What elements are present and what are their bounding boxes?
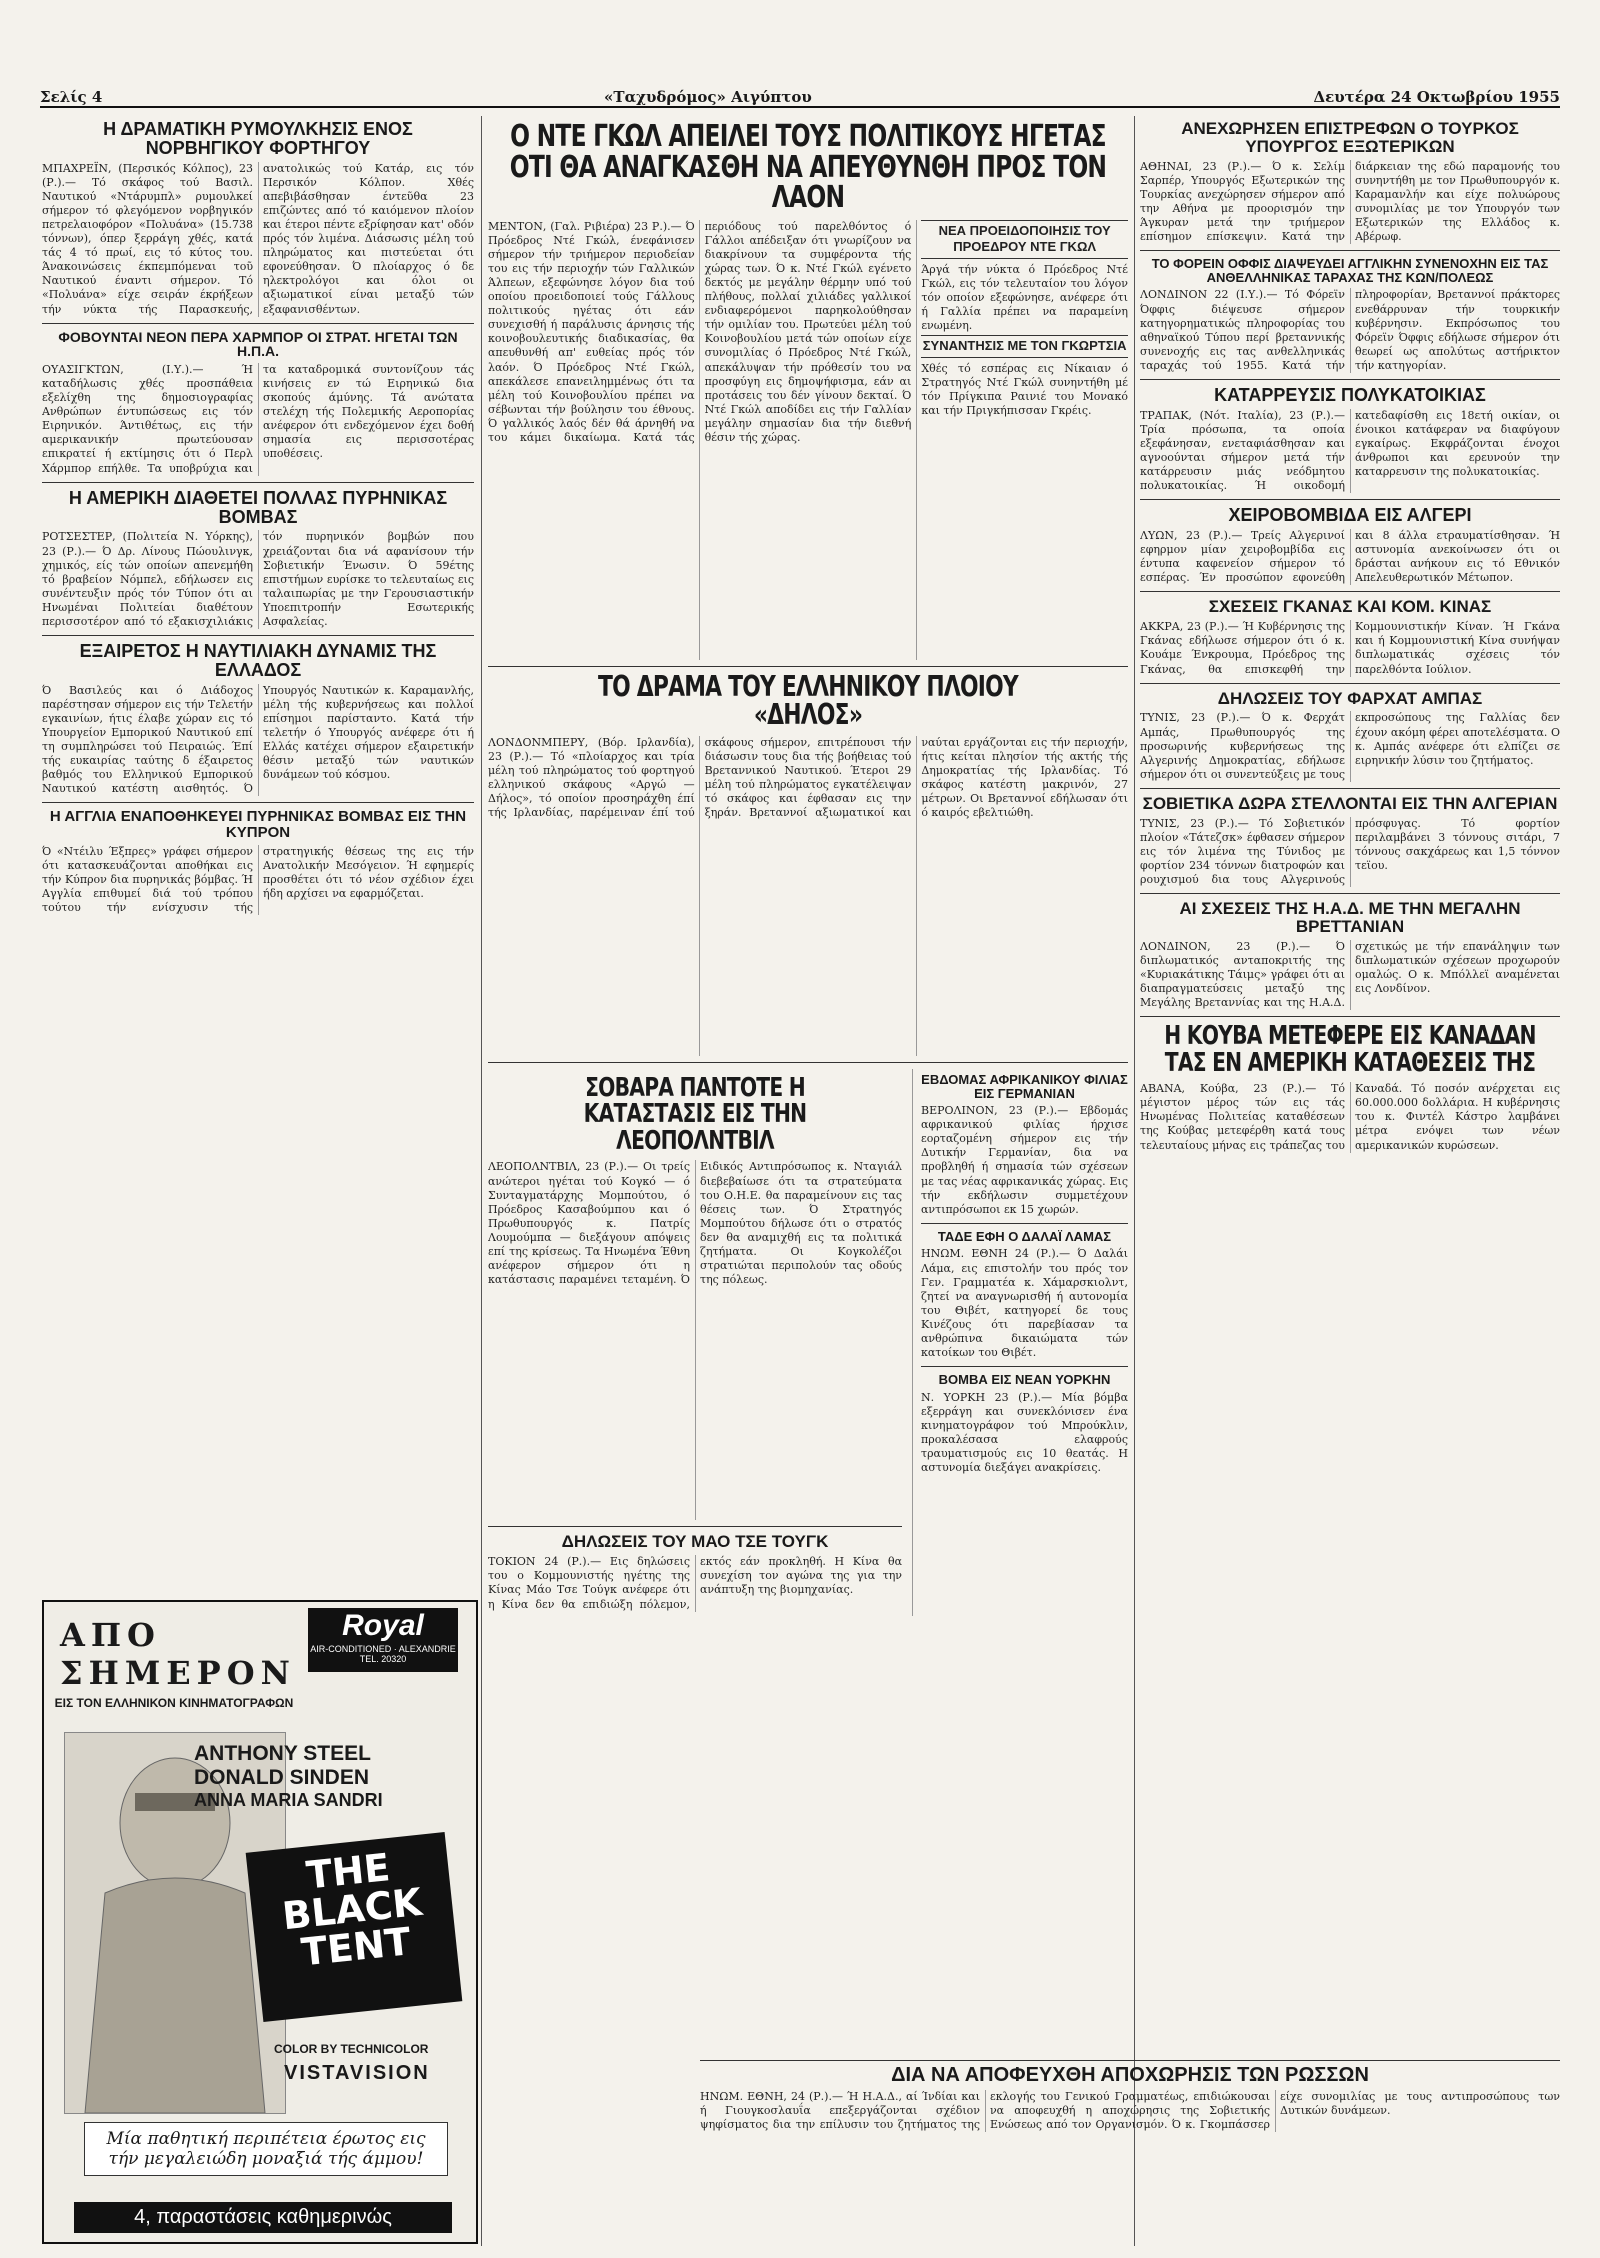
- headline-pearl-harbor: ΦΟΒΟΥΝΤΑΙ ΝΕΟΝ ΠΕΡΑ ΧΑΡΜΠΟΡ ΟΙ ΣΤΡΑΤ. ΗΓΕΤΑΙ ΤΩΝ Η.Π.Α.: [58, 328, 458, 360]
- headline-abbas: ΔΗΛΩΣΕΙΣ ΤΟΥ ΦΑΡΧΑΤ ΑΜΠΑΣ: [1217, 688, 1483, 708]
- column-right: [1140, 116, 1560, 2056]
- article-de-gaulle-p1: ΜΕΝΤΟΝ, (Γαλ. Ριβιέρα) 23 Ρ.).— Ό Πρόεδρος Ντέ Γκώλ, ένεφάνισεν σήμερον τήν τριήμερον περιοδείαν του εις τήν περιοχήν τών Γαλλικών Άλπεων, εξεφώνησε λόγον δια τού οποίου προειδοποιεί τούς Γάλλους πολιτικούς ηγέτας ότι εάν συνεχισθή ή παράλυσις άρνησις τής κοινοβουλευτικής διαδικασίας, θα απευθυνθή απ' ευθείας πρός τόν λαόν. Ό Πρόεδρος Ντέ Γκώλ, απεκάλεσε επανειλημμένως ότι τα μέλη τού Κοινοβουλίου πρέπει να σέβωνται τήν βούλησιν του έθνους. Ό γαλλικός λαός δέν θά άρνηθή να του κάμει δικαίωμα. Κατά τάς περιόδους τού παρελθόντος ό Γάλλοι απέδειξαν ότι γνωρίζουν να διακρίνουν τα συμφέροντα τής χώρας των. Ό κ. Ντέ Γκώλ εγένετο δεκτός με μεγάλην θέρμην υπό τού πλήθους, πολλαί χιλιάδες γαλλικοί ενδιαφερόμενοι παρηκολούθησαν τήν ομιλίαν του.: [488, 219, 912, 444]
- headline-russians: ΔΙΑ ΝΑ ΑΠΟΦΕΥΧΘΗ ΑΠΟΧΩΡΗΣΙΣ ΤΩΝ ΡΩΣΣΩΝ: [891, 2064, 1369, 2086]
- article-uar-britain: ΛΟΝΔΙΝΟΝ, 23 (Ρ.).— Ό διπλωματικός ανταποκριτής της «Κυριακάτικης Τάιμς» γράφει ότι αι διαπραγματεύσεις μεταξύ της Μεγάλης Βρεταννίας και της Η.Α.Δ. σχετικώς με τήν επανάληψιν των διπλωματικών σχέσεων προχωρούν ομαλώς. Ο κ. Μπόλλεϊ αναμένεται εις Λονδίνον.: [1140, 939, 1560, 1010]
- cast-2: DONALD SINDEN: [194, 1766, 370, 1790]
- cast-3: ANNA MARIA SANDRI: [194, 1790, 383, 1811]
- article-greek-shipping: Ό Βασιλεύς και ό Διάδοχος παρέστησαν σήμερον εις τήν Τελετήν εγκαινίων, ήτις έλαβε χώραν εις τό Υπουργείον Εμπορικού Ναυτικού επί τη συμπληρώσει τού Πειραιώς. Έπί τής ευκαιρίας ταύτης δ έξαιρετος βαθμός του Ελληνικού Εμπορικού Ναυτικού κατέστη αισθητός. Ό Υπουργός Ναυτικών κ. Καραμανλής, μέλη τής κυβερνήσεως και πολλοί επίσημοι παρίσταντο. Κατά τήν τελετήν ό Υπουργός ανέφερε ότι ή Ελλάς κατέχει σήμερον εξαιρετικήν θέσιν μεταξύ τών ναυτικών δυνάμεων τού κόσμου.: [42, 683, 474, 796]
- article-ny-bomb: Ν. ΥΟΡΚΗ 23 (Ρ.).— Μία βόμβα εξερράγη και συνεκλόνισεν ένα κινηματογράφον τού Μπρούκλιν, προκαλέσασα ελαφρούς τραυματισμούς εις 10 θεατάς. Η αστυνομία διεξάγει ανακρίσεις.: [921, 1390, 1128, 1475]
- article-soviet-gifts: ΤΥΝΙΣ, 23 (Ρ.).— Τό Σοβιετικόν πλοίον «Τάτεζσκ» έφθασεν σήμερον εις τόν λιμένα της Τύνιδος με φορτίον 234 τόννων διατροφών και ρουχισμού δια τους Αλγερινούς πρόσφυγας. Τό φορτίον περιλαμβάνει 3 τόννους σιτάρι, 7 τόννους σακχάρεως και 1,5 τόννον τεϊου.: [1140, 816, 1560, 887]
- cinema-address: AIR-CONDITIONED · ALEXANDRIE TEL. 20320: [310, 1644, 456, 1664]
- headline-cyprus-bombs: Η ΑΓΓΛΙΑ ΕΝΑΠΟΘΗΚΕΥΕΙ ΠΥΡΗΝΙΚΑΣ ΒΟΜΒΑΣ ΕΙΣ ΤΗΝ ΚΥΠΡΟΝ: [49, 808, 467, 842]
- column-center: [488, 116, 1128, 2216]
- headline-ny-bomb: ΒΟΜΒΑ ΕΙΣ ΝΕΑΝ ΥΟΡΚΗΝ: [938, 1372, 1111, 1388]
- film-technicolor: COLOR BY TECHNICOLOR: [274, 2042, 429, 2056]
- article-pearl-harbor: ΟΥΑΣΙΓΚΤΩΝ, (Ι.Υ.).— Ή καταδήλωσις χθές προσπάθεια εξελίχθη της δημοσιογραφίας Ανθρώπων έντυπώσεως εις τόν Ειρηνικόν. Άντιθέτως, εις τήν αμερικανικήν πρωτεύουσαν επικρατεί ή εκτίμησις ότι ό Περλ Χάρμπορ επήλθε. Τα υποβρύχια και τα καταδρομικά συντονίζουν τάς κινήσεις εν τώ Ειρηνικώ δια σκοπούς άμύνης. Τά ανώτατα στελέχη τής Πολεμικής Αεροπορίας ανέφερον ότι ενδεχόμενον έχει δοθή σημασία εις περισσοτέρας υποθέσεις.: [42, 363, 474, 475]
- headline-ghana-china: ΣΧΕΣΕΙΣ ΓΚΑΝΑΣ ΚΑΙ ΚΟΜ. ΚΙΝΑΣ: [1208, 597, 1492, 617]
- headline-turkish-minister: ΑΝΕΧΩΡΗΣΕΝ ΕΠΙΣΤΡΕΦΩΝ Ο ΤΟΥΡΚΟΣ ΥΠΟΥΡΓΟΣ ΕΞΩΤΕΡΙΚΩΝ: [1181, 119, 1519, 156]
- column-left: [42, 116, 474, 1591]
- subhead-warning: ΝΕΑ ΠΡΟΕΙΔΟΠΟΙΗΣΙΣ ΤΟΥ ΠΡΟΕΔΡΟΥ ΝΤΕ ΓΚΩΛ: [921, 220, 1128, 259]
- cinema-advertisement: [42, 1600, 478, 2244]
- article-russians: ΗΝΩΜ. ΕΘΝΗ, 24 (Ρ.).— Ή Η.Α.Δ., αί Ίνδίαι και ή Γιουγκοσλαυΐα επεξεργάζονται σχέδιον ψηφίσματος δια την επίλυσιν του ζητήματος της εκλογής του Γενικού Γραμματέως, επιδιώκουσαι να αποφευχθή η αποχώρησις της Σοβιετικής Ενώσεως από τον Οργανισμόν. Ό κ. Γκομπάσσερ είχε συνομιλίας με τους αντιπροσώπους των Δυτικών δυνάμεων.: [700, 2090, 1560, 2132]
- ad-subtitle: ΕΙΣ ΤΟΝ ΕΛΛΗΝΙΚΟΝ ΚΙΝΗΜΑΤΟΓΡΑΦΩΝ: [54, 1696, 294, 1710]
- column-rule: [1134, 116, 1135, 2246]
- headline-tow: Η ΔΡΑΜΑΤΙΚΗ ΡΥΜΟΥΛΚΗΣΙΣ ΕΝΟΣ ΝΟΡΒΗΓΙΚΟΥ ΦΟΡΤΗΓΟΥ: [103, 119, 413, 158]
- headline-nuclear-bombs: Η ΑΜΕΡΙΚΗ ΔΙΑΘΕΤΕΙ ΠΟΛΛΑΣ ΠΥΡΗΝΙΚΑΣ ΒΟΜΒΑΣ: [68, 487, 448, 527]
- masthead: [40, 84, 1560, 108]
- headline-foreign-office: ΤΟ ΦΟΡΕΙΝ ΟΦΦΙΣ ΔΙΑΨΕΥΔΕΙ ΑΓΓΛΙΚΗΝ ΣΥΝΕΝΟΧΗΝ ΕΙΣ ΤΑΣ ΑΝΘΕΛΛΗΝΙΚΑΣ ΤΑΡΑΧΑΣ ΤΗΣ ΚΩΝ/ΠΟΛΕΩΣ: [1151, 256, 1549, 285]
- film-tagline: Μία παθητική περιπέτεια έρωτος εις τήν μεγαλειώδη μοναξιά τής άμμου!: [84, 2122, 448, 2176]
- film-vistavision: VISTAVISION: [284, 2062, 430, 2084]
- article-abbas: ΤΥΝΙΣ, 23 (Ρ.).— Ό κ. Φερχάτ Αμπάς, Πρωθυπουργός της προσωρινής κυβερνήσεως της Αλγερινής Δημοκρατίας, εδήλωσε σήμερον ότι οι συνεντεύξεις με τους εκπροσώπους της Γαλλίας δεν έχουν ακόμη φέρει αποτελέσματα. Ο κ. Αμπάς ανέφερε ότι ελπίζει σε ειρηνικήν λύσιν του ζητήματος.: [1140, 711, 1560, 781]
- article-de-gaulle: [488, 220, 1128, 660]
- headline-delos: ΤΟ ΔΡΑΜΑ ΤΟΥ ΕΛΛΗΝΙΚΟΥ ΠΛΟΙΟΥ «ΔΗΛΟΣ»: [598, 669, 1018, 732]
- subhead-meeting: ΣΥΝΑΝΤΗΣΙΣ ΜΕ ΤΟΝ ΓΚΩΡΤΣΙΑ: [921, 335, 1128, 358]
- film-cast: [194, 1742, 464, 1811]
- headline-grenade: ΧΕΙΡΟΒΟΜΒΙΔΑ ΕΙΣ ΑΛΓΕΡΙ: [1228, 505, 1472, 526]
- article-collapse: ΤΡΑΠΑΚ, (Νότ. Ιταλία), 23 (Ρ.).— Τρία πρόσωπα, τα οποία εξεφάνησαν, ενεταφιάσθησαν και αγνοούνται σήμερον μετά τήν κατάρρευσιν μιάς νεόδμητου πολυκατοικίας. Ή οικοδομή κατεδαφίσθη εις 18ετή οικίαν, οι ένοικοι κατάφεραν να διαφύγουν εγκαίρως. Εκφράζονται ένοχοι άνθρωποι και ερευνούν την καταρρευσιν της πολυκατοικίας.: [1140, 408, 1560, 493]
- headline-soviet-gifts: ΣΟΒΙΕΤΙΚΑ ΔΩΡΑ ΣΤΕΛΛΟΝΤΑΙ ΕΙΣ ΤΗΝ ΑΛΓΕΡΙΑΝ: [1142, 793, 1558, 813]
- headline-dalai-lama: ΤΑΔΕ ΕΦΗ Ο ΔΑΛΑΪ ΛΑΜΑΣ: [937, 1228, 1112, 1244]
- cast-1: ANTHONY STEEL: [194, 1742, 371, 1765]
- article-leopoldville: ΛΕΟΠΟΛΝΤΒΙΛ, 23 (Ρ.).— Οι τρείς ανώτεροι ηγέται τού Κογκό — ό Συνταγματάρχης Μομπούτου, ό Πρόεδρος Κασαβούμπου και ό Πρωθυπουργός κ. Πατρίς Λουμούμπα — διεξάγουν απόψεις επί της κρίσεως. Τα Ηνωμένα Έθνη ανέφερον σήμερον ότι η κατάστασις παραμένει τεταμένη. Ό Ειδικός Αντιπρόσωπος κ. Νταγιάλ διεβεβαίωσε ότι τα στρατεύματα του Ο.Η.Ε. θα παραμείνουν εις τας θέσεις των. Ό Στρατηγός Μομπούτου δήλωσε ότι ο στρατός δεν θα αναμιχθή εις τα πολιτικά ζητήματα. Οι Κογκολέζοι στρατιώται περιπολούν τας οδούς της πόλεως.: [488, 1160, 902, 1287]
- article-warning: Άργά τήν νύκτα ό Πρόεδρος Ντέ Γκώλ, εις τόν τελευταίον του λόγον τόν οποίον εξεφώνησε, ανέφερε ότι ή Γαλλία πρέπει να παραμείνη ενωμένη.: [921, 263, 1128, 333]
- page-number: Σελίς 4: [40, 88, 103, 106]
- film-title: THE BLACK TENT: [246, 1832, 463, 2022]
- headline-collapse: ΚΑΤΑΡΡΕΥΣΙΣ ΠΟΛΥΚΑΤΟΙΚΙΑΣ: [1214, 384, 1486, 405]
- article-cyprus-bombs: Ό «Ντέιλυ Έξπρες» γράφει σήμερον ότι κατασκευάζονται αποθήκαι εις τήν Κύπρον δια πυρηνικάς βόμβας. Ή Αγγλία επιθυμεί διά τού τρόπου τούτου τήν ενίσχυσιν τής στρατηγικής θέσεως της εις τήν Ανατολικήν Μεσόγειον. Ή εφημερίς προσθέτει ότι τό νέον σχέδιον έχει ήδη αρχίσει να εφαρμόζεται.: [42, 844, 474, 915]
- article-de-gaulle-p2: Πρωτεύει μέλη τού Κοινοβουλίου μετά τών οποίων είχε συνομιλίας ό Πρόεδρος Ντέ Γκώλ, απεκάλυψαν τήν πρόθεσίν του να προσφύγη εις δημοψήφισμα, εάν αι προτάσεις του δέν γίνουν δεκταί. Ό Ντέ Γκώλ αποδίδει εις τήν Γαλλίαν μεγάλην σημασίαν δια τήν διεθνή θέσιν τής χώρας.: [704, 318, 912, 444]
- bottom-story: [700, 2060, 1560, 2241]
- article-foreign-office: ΛΟΝΔΙΝΟΝ 22 (Ι.Υ.).— Τό Φόρεϊν Όφφις διέψευσε σήμερον κατηγορηματικώς πληροφορίας του αθηναϊκού Τύπου περί βρεταννικής συνενοχής εις τας ανθελληνικάς ταραχάς τού 1955. Κατά τήν πληροφορίαν, Βρεταννοί πράκτορες ενεθάρρυναν τήν τουρκικήν κυβέρνησιν. Εκπρόσωπος του Φόρεϊν Όφφις εδήλωσε σήμερον ότι θεωρεί ως απολύτως αστήρικτον τήν κατηγορίαν.: [1140, 288, 1560, 372]
- headline-de-gaulle: Ο ΝΤΕ ΓΚΩΛ ΑΠΕΙΛΕΙ ΤΟΥΣ ΠΟΛΙΤΙΚΟΥΣ ΗΓΕΤΑΣ ΟΤΙ ΘΑ ΑΝΑΓΚΑΣΘΗ ΝΑ ΑΠΕΥΘΥΝΘΗ ΠΡΟΣ ΤΟΝ ΛΑΟΝ: [509, 119, 1107, 216]
- article-nuclear-bombs: ΡΟΤΣΕΣΤΕΡ, (Πολιτεία Ν. Υόρκης), 23 (Ρ.).— Ό Δρ. Λίνους Πώουλινγκ, χημικός, είς τών οποίων απενεμήθη τό βραβείον Νόμπελ, εδήλωσεν εις συνέντευξιν πρός τόν Τύπον ότι αι Ηνωμέναι Πολιτείαι διαθέτουν περισσοτέρον από τό εξακισχιλιάκις τόν πυρηνικόν βομβών που χρειάζονται δια νά αφανίσουν τήν Σοβιετικήν Ένωσιν. Ό 59έτης επιστήμων ευρίσκε το τελευταίως εις ταλαιπωρίας με την Γερουσιαστικήν Υποεπιτροπήν Εσωτερικής Ασφαλείας.: [42, 530, 474, 628]
- article-mao: ΤΟΚΙΟΝ 24 (Ρ.).— Εις δηλώσεις του ο Κομμουνιστής ηγέτης της Κίνας Μάο Τσε Τούγκ ανέφερε ότι η Κίνα δεν θα επιδιώξη πόλεμον, εκτός εάν προκληθή. Η Κίνα θα συνεχίση τον αγώνα της για την ανάπτυξη της βιομηχανίας.: [488, 1555, 902, 1611]
- issue-date: Δευτέρα 24 Οκτωβρίου 1955: [1313, 88, 1560, 106]
- newspaper-name: «Ταχυδρόμος» Αιγύπτου: [604, 88, 812, 106]
- headline-greek-shipping: ΕΞΑΙΡΕΤΟΣ Η ΝΑΥΤΙΛΙΑΚΗ ΔΥΝΑΜΙΣ ΤΗΣ ΕΛΛΑΔΟΣ: [79, 640, 437, 680]
- ad-title: ΑΠΟ ΣΗΜΕΡΟΝ: [60, 1616, 296, 1692]
- cinema-logo: [308, 1608, 458, 1672]
- headline-leopoldville: ΣΟΒΑΡΑ ΠΑΝΤΟΤΕ Η ΚΑΤΑΣΤΑΣΙΣ ΕΙΣ ΤΗΝ ΛΕΟΠΟΛΝΤΒΙΛ: [583, 1072, 807, 1156]
- headline-cuba-canada: Η ΚΟΥΒΑ ΜΕΤΕΦΕΡΕ ΕΙΣ ΚΑΝΑΔΑΝ ΤΑΣ ΕΝ ΑΜΕΡΙΚΗ ΚΑΤΑΘΕΣΕΙΣ ΤΗΣ: [1164, 1021, 1536, 1078]
- headline-african-week: ΕΒΔΟΜΑΣ ΑΦΡΙΚΑΝΙΚΟΥ ΦΙΛΙΑΣ ΕΙΣ ΓΕΡΜΑΝΙΑΝ: [921, 1071, 1128, 1101]
- article-african-week: ΒΕΡΟΛΙΝΟΝ, 23 (Ρ.).— Εβδομάς αφρικανικού φιλίας ήρχισε εορταζομένη σήμερον εις τήν Δυτικήν Γερμανίαν, δια να προβληθή ή σημασία τών σχέσεων με τας νέας αφρικανικάς χώρας. Εις τήν εκδήλωσιν συμμετέχουν αντιπρόσωποι εκ 15 χωρών.: [921, 1104, 1128, 1216]
- headline-uar-britain: ΑΙ ΣΧΕΣΕΙΣ ΤΗΣ Η.Α.Δ. ΜΕ ΤΗΝ ΜΕΓΑΛΗΝ ΒΡΕΤΤΑΝΙΑΝ: [1179, 899, 1521, 936]
- article-tow: ΜΠΑΧΡΕΪΝ, (Περσικός Κόλπος), 23 (Ρ.).— Τό σκάφος τού Βασιλ. Ναυτικού «Ντάρυμπλ» ρυμουλκεί σήμερον τό φλεγόμενον νορβηγικόν πετρελαιοφόρον «Πολυάνα» (15.738 τόννων), όπερ ξερράγη χθές, κατά τάς 4 τό πρωί, εις τό κύτος του. Άνακοινώσεις έκπεμπόμεναι τοῦ Ναυτικού έναντι σήμερον. Τό «Πολυάνα» είχε σειράν έκρήξεων τήν νύκτα τής Παρασκευής, ανατολικώς τού Κατάρ, εις τόν Περσικόν Κόλπον. Χθές απεβιβάσθησαν έντεῦθα 23 επιζώντες από τό καιόμενον πλοίον και έτεροι πέντε εξρίφησαν κατ' οδόν πρός τόν λιμένα. Διάσωσις μέλη τού πληρώματος και πιστεύεται ότι εφονεύθησαν. Ό πλοίαρχος ό δε ηλεκτρολόγοι και όλοι οι αξιωματικοί είναι μεταξύ τών εξαφανισθέντων.: [42, 161, 474, 316]
- article-ghana-china: ΑΚΚΡΑ, 23 (Ρ.).— Ή Κυβέρνησις της Γκάνας εδήλωσε σήμερον ότι ό κ. Κουάμε Ένκρουμα, Πρόεδρος της Γκάνας, θα επισκεφθή την Κομμουνιστικήν Κίναν. Ή Γκάνα και ή Κομμουνιστική Κίνα συνήψαν διπλωματικάς σχέσεις τόν παρελθόντα Ιούλιον.: [1140, 620, 1560, 676]
- article-cuba-canada: ΑΒΑΝΑ, Κούβα, 23 (Ρ.).— Τό μέγιστον μέρος τών εις τάς Ηνωμένας Πολιτείας καταθέσεων της Κούβας μετεφέρθη κατά τους τελευταίους μήνας εις τράπεζας του Καναδά. Τό ποσόν ανέρχεται εις 60.000.000 δολλάρια. Η κυβέρνησις του κ. Φιντέλ Κάστρο λαμβάνει μέτρα ενόψει των νέων αμερικανικών κυρώσεων.: [1140, 1082, 1560, 1152]
- headline-mao: ΔΗΛΩΣΕΙΣ ΤΟΥ ΜΑΟ ΤΣΕ ΤΟΥΓΚ: [561, 1532, 829, 1552]
- film-showtimes: 4, παραστάσεις καθημερινώς: [74, 2202, 452, 2233]
- cinema-name: Royal: [342, 1609, 424, 1642]
- column-rule: [481, 116, 482, 2246]
- article-meeting: Χθές τό εσπέρας εις Νίκαιαν ό Στρατηγός Ντέ Γκώλ συνηντήθη μέ τόν Πρίγκιπα Ραινιέ του Μονακό και τήν Πριγκήπισσαν Γκρέις.: [921, 362, 1128, 418]
- article-delos: ΛΟΝΔΟΝΜΠΕΡΥ, (Βόρ. Ιρλανδία), 23 (Ρ.).— Τό «πλοίαρχος και τρία μέλη τού πληρώματος τού φορτηγού ελληνικού σκάφους «Αργώ — Δήλος», τό οποίον προσηράχθη έπί τής Ιρλανδίας, παρέμειναν έπί τού σκάφους σήμερον, επιτρέπουσι τήν διάσωσιν τους δια τής βοήθειας τού Βρεταννικού Ναυτικού. Έτεροι 29 μέλη τού πληρώματος εγκατέλειψαν τό σκάφος και έφθασαν εις την ξηράν. Βρεταννοί αξιωματικοί και ναύται εργάζονται εις τήν περιοχήν, ήτις κείται πλησίον τής ακτής τής Δημοκρατίας τής Ιρλανδίας. Τό σκάφος κατέστη μακρινόν, 27 μέτρων. Οι Βρεταννοί εδήλωσαν ότι ό καιρός εβελτιώθη.: [488, 735, 1128, 820]
- article-grenade: ΛΥΩΝ, 23 (Ρ.).— Τρείς Αλγερινοί εφηρμον μίαν χειροβομβίδα εις έντυπα καφενείον σήμερον τό εσπέρας. Έν προσώπον εφονεύθη και 8 άλλα ετραυματίσθησαν. Ή αστυνομία ανεκοίνωσεν ότι οι δράσται ανήκουν εις τό Εθνικόν Απελευθερωτικόν Μέτωπον.: [1140, 529, 1560, 585]
- article-dalai-lama: ΗΝΩΜ. ΕΘΝΗ 24 (Ρ.).— Ό Δαλάι Λάμα, εις επιστολήν του πρός τον Γεν. Γραμματέα κ. Χάμαρσκιολντ, ζητεί να αναγνωρισθή ή αυτονομία του Θιβέτ, κατηγορεί δε τους Κινέζους ότι παρεβίασαν τα ανθρώπινα δικαιώματα τών κατοίκων του Θιβέτ.: [921, 1247, 1128, 1359]
- article-turkish-minister: ΑΘΗΝΑΙ, 23 (Ρ.).— Ό κ. Σελίμ Σαρπέρ, Υπουργός Εξωτερικών της Τουρκίας ανεχώρησεν σήμερον από την Αθήνα με προορισμόν την Άγκυραν μετά την τριήμερον επίσημον επίσκεψιν. Κατά την διάρκειαν της εδώ παραμονής του συνηντήθη με τον Πρωθυπουργόν κ. Καραμανλήν και είχε πολυώρους συνομιλίας με τον Υπουργόν των Εξωτερικών της Ελλάδος κ. Αβέρωφ.: [1140, 159, 1560, 244]
